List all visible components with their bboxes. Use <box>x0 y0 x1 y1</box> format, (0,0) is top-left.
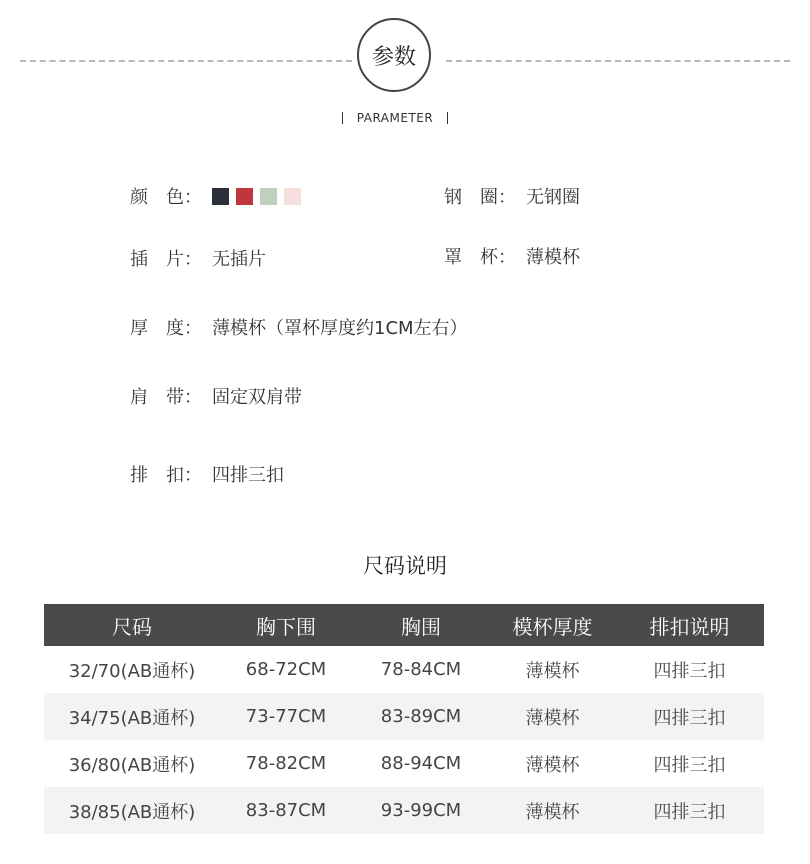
table-cell: 88-94CM <box>380 753 462 774</box>
table-header-row <box>44 604 764 646</box>
table-cell: 83-87CM <box>220 787 352 834</box>
table-cell: 四排三扣 <box>615 787 764 834</box>
param-insert <box>130 245 266 271</box>
divider-right <box>446 60 790 62</box>
table-cell: 32/70(AB通杯) <box>68 660 196 682</box>
table-cell: 薄模杯 <box>490 787 615 834</box>
param-strap <box>130 383 302 409</box>
divider-left <box>20 60 352 62</box>
table-cell: 四排三扣 <box>653 754 726 776</box>
table-cell: 68-72CM <box>245 659 327 680</box>
param-label: 罩 杯： <box>444 247 516 268</box>
table-cell: 73-77CM <box>220 693 352 740</box>
table-cell: 93-99CM <box>352 787 490 834</box>
column-header: 排扣说明 <box>615 604 764 646</box>
section-badge <box>357 18 431 92</box>
param-clasp <box>130 461 284 487</box>
param-thickness <box>130 314 468 340</box>
subtitle-bar-right <box>447 112 448 124</box>
param-label: 排 扣： <box>130 465 202 486</box>
color-swatches <box>212 188 308 210</box>
table-cell: 薄模杯 <box>525 754 580 776</box>
size-table <box>44 604 764 834</box>
column-header: 模杯厚度 <box>490 604 615 646</box>
table-row <box>44 693 764 740</box>
param-label: 厚 度： <box>130 318 202 339</box>
section-subtitle <box>300 111 490 125</box>
table-row <box>44 646 764 693</box>
table-cell: 83-89CM <box>352 693 490 740</box>
param-value: 固定双肩带 <box>212 387 302 408</box>
table-cell: 薄模杯 <box>490 693 615 740</box>
param-label: 钢 圈： <box>444 187 516 208</box>
param-value: 薄模杯 <box>526 247 580 268</box>
param-label: 插 片： <box>130 249 202 270</box>
table-row <box>44 740 764 787</box>
color-swatch-navy <box>212 188 229 205</box>
color-swatch-pink <box>284 188 301 205</box>
param-label: 颜 色： <box>130 187 202 208</box>
param-underwire <box>444 183 580 209</box>
color-swatch-sage <box>260 188 277 205</box>
param-value: 无钢圈 <box>526 187 580 208</box>
table-row <box>44 787 764 834</box>
table-cell: 薄模杯 <box>525 660 580 682</box>
size-guide-title: 尺码说明 <box>363 554 447 578</box>
param-color <box>130 183 308 210</box>
table-cell: 34/75(AB通杯) <box>44 693 220 740</box>
color-swatch-red <box>236 188 253 205</box>
table-cell: 78-82CM <box>245 753 327 774</box>
param-value: 无插片 <box>212 249 266 270</box>
param-cup <box>444 243 580 269</box>
param-label: 肩 带： <box>130 387 202 408</box>
section-title: 参数 <box>371 44 416 70</box>
column-header: 胸下围 <box>220 604 352 646</box>
table-cell: 四排三扣 <box>615 693 764 740</box>
table-cell: 78-84CM <box>380 659 462 680</box>
column-header: 尺码 <box>44 604 220 646</box>
table-cell: 36/80(AB通杯) <box>68 754 196 776</box>
subtitle-bar-left <box>342 112 343 124</box>
param-value: 四排三扣 <box>212 465 284 486</box>
table-cell: 38/85(AB通杯) <box>44 787 220 834</box>
param-value: 薄模杯（罩杯厚度约1CM左右） <box>212 318 468 339</box>
table-cell: 四排三扣 <box>653 660 726 682</box>
column-header: 胸围 <box>352 604 490 646</box>
subtitle-text: PARAMETER <box>356 111 434 125</box>
